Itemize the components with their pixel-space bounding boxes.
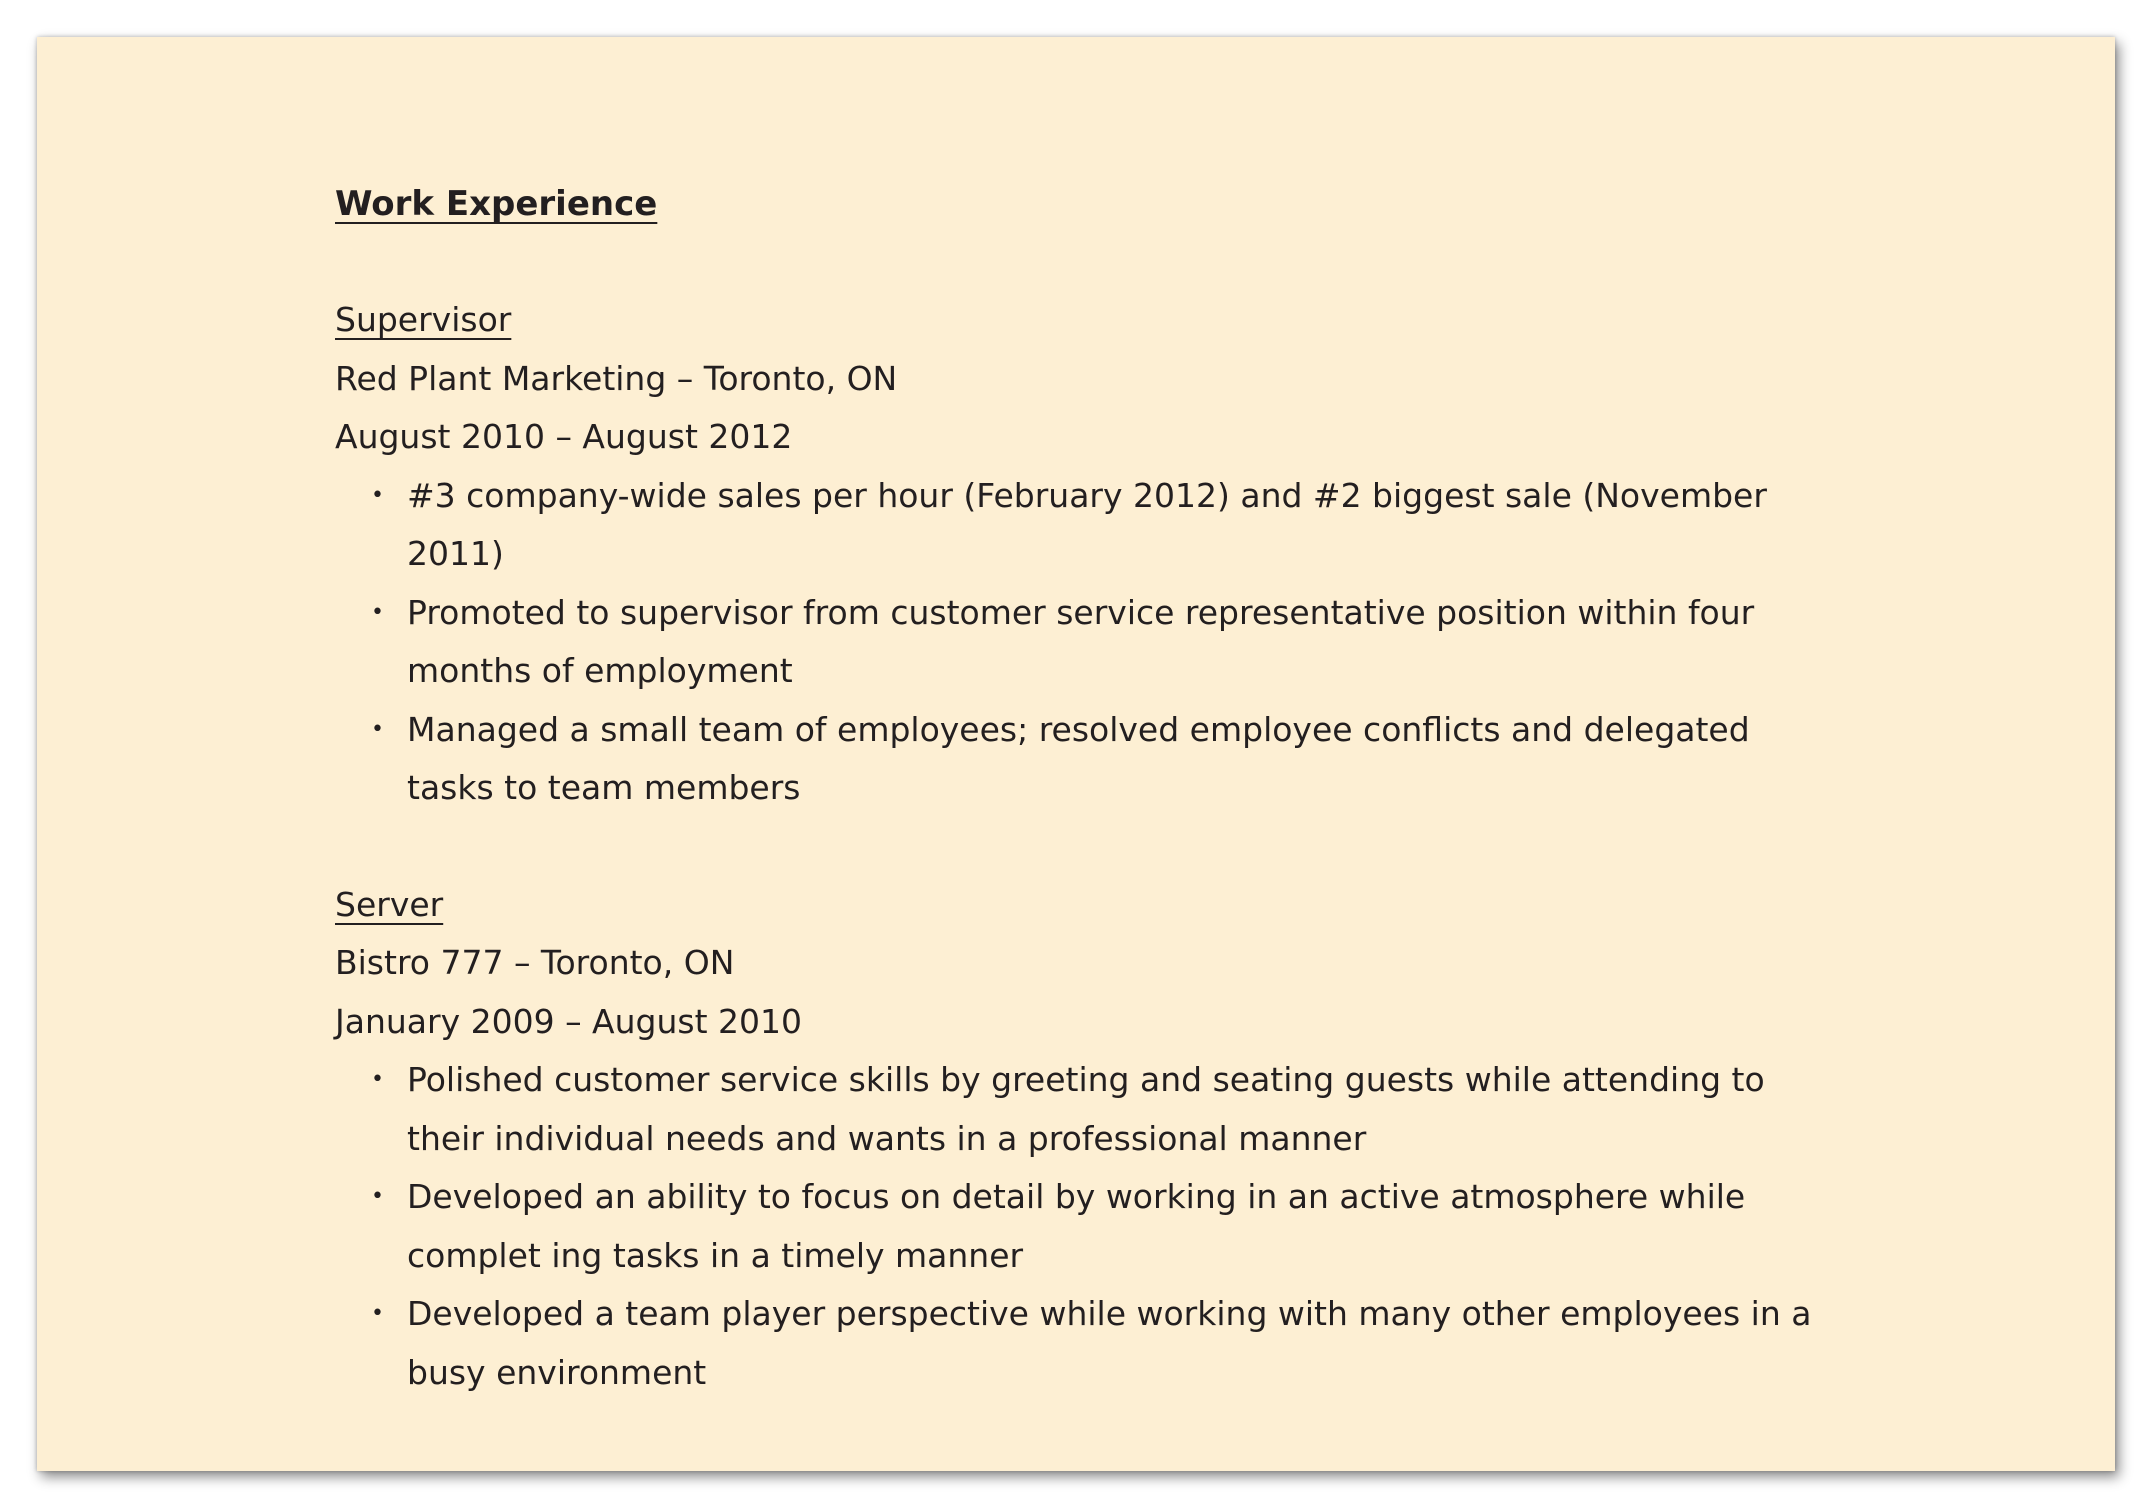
bullet-icon: • [371,716,384,742]
bullet-icon: • [371,1301,384,1326]
job-title: Server [335,884,444,924]
bullet-text: Polished customer service skills by greeting and seating guests while attending to their individual needs and wants in a professional manner [407,1060,1765,1158]
bullet-item [335,1168,1827,1285]
bullet-item [335,584,1827,701]
resume-page [37,37,2115,1471]
bullet-icon: • [371,482,384,508]
bullet-item [335,701,1827,818]
bullet-text: Promoted to supervisor from customer service representative position within four months of employment [407,592,1755,690]
job-bullet-list [335,1051,1935,1402]
section-heading: Work Experience [335,184,658,224]
job-entry-supervisor [335,291,1935,818]
bullet-icon: • [371,1184,384,1209]
bullet-text: Developed an ability to focus on detail by working in an active atmosphere while complet ing tasks in a timely manner [407,1177,1746,1275]
work-experience-section [335,175,1935,1402]
job-dates: January 2009 – August 2010 [335,1001,803,1041]
bullet-text: Managed a small team of employees; resolved employee conflicts and delegated tasks to team members [407,709,1750,807]
job-employer: Red Plant Marketing – Toronto, ON [335,358,898,398]
bullet-text: #3 company-wide sales per hour (February 2012) and #2 biggest sale (November 2011) [407,475,1767,573]
bullet-item [335,1051,1827,1168]
job-entry-server [335,876,1935,1403]
bullet-item [335,467,1827,584]
job-employer: Bistro 777 – Toronto, ON [335,943,735,982]
bullet-item [335,1285,1827,1402]
bullet-icon: • [371,599,384,625]
job-bullet-list [335,467,1935,818]
job-title: Supervisor [335,300,512,339]
job-dates: August 2010 – August 2012 [335,417,793,456]
bullet-text: Developed a team player perspective while working with many other employees in a busy environment [407,1294,1812,1392]
bullet-icon: • [371,1067,384,1092]
